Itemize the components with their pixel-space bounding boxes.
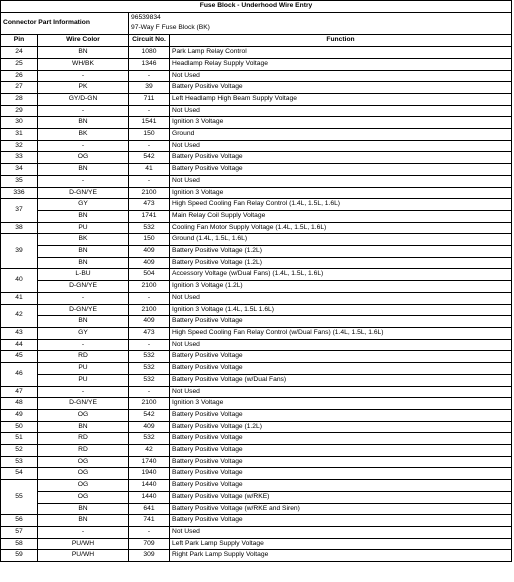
table-row [1,526,512,538]
pin-cell: 31 [1,129,38,141]
wire-color-cell: PK [38,82,129,94]
function-cell: Battery Positive Voltage [170,316,512,328]
function-cell: Not Used [170,292,512,304]
wire-color-cell: D-GN/YE [38,398,129,410]
function-cell: Battery Positive Voltage [170,409,512,421]
wire-color-cell: - [38,175,129,187]
table-row [1,164,512,176]
pin-cell: 38 [1,222,38,234]
pin-cell: 45 [1,351,38,363]
table-row [1,70,512,82]
circuit-no-cell: 711 [129,93,170,105]
circuit-no-cell: - [129,175,170,187]
circuit-no-cell: - [129,105,170,117]
pin-cell: 28 [1,93,38,105]
pin-cell: 47 [1,386,38,398]
function-cell: Ignition 3 Voltage [170,117,512,129]
wire-color-cell: D-GN/YE [38,187,129,199]
wire-color-cell: RD [38,445,129,457]
pin-cell: 40 [1,269,38,292]
circuit-no-cell: 2100 [129,281,170,293]
circuit-no-cell: 473 [129,327,170,339]
function-cell: Park Lamp Relay Control [170,47,512,59]
wire-color-cell: - [38,140,129,152]
table-row [1,351,512,363]
circuit-no-cell: 1346 [129,58,170,70]
wire-color-cell: BN [38,117,129,129]
pin-cell: 57 [1,526,38,538]
circuit-no-cell: 1440 [129,491,170,503]
wire-color-cell: D-GN/YE [38,281,129,293]
table-row [1,199,512,211]
circuit-no-cell: - [129,292,170,304]
table-row [1,58,512,70]
wire-color-cell: OG [38,152,129,164]
wire-color-cell: BN [38,503,129,515]
table-row [1,421,512,433]
wire-color-cell: - [38,339,129,351]
function-cell: Not Used [170,140,512,152]
wire-color-cell: PU [38,363,129,375]
table-row [1,47,512,59]
circuit-no-cell: 504 [129,269,170,281]
function-cell: High Speed Cooling Fan Relay Control (1.4L, 1.5L, 1.6L) [170,199,512,211]
function-cell: Battery Positive Voltage [170,445,512,457]
pin-cell: 42 [1,304,38,327]
column-header-pin: Pin [1,35,38,47]
function-cell: Battery Positive Voltage (1.2L) [170,257,512,269]
pin-cell: 30 [1,117,38,129]
pin-cell: 43 [1,327,38,339]
table-row [1,480,512,492]
table-body [1,47,512,562]
wire-color-cell: RD [38,351,129,363]
table-row [1,433,512,445]
wire-color-cell: PU [38,222,129,234]
function-cell: Battery Positive Voltage [170,164,512,176]
pin-cell: 59 [1,550,38,562]
function-cell: Battery Positive Voltage [170,456,512,468]
function-cell: Battery Positive Voltage (w/Dual Fans) [170,374,512,386]
function-cell: Battery Positive Voltage [170,515,512,527]
table-row [1,210,512,222]
function-cell: Left Headlamp High Beam Supply Voltage [170,93,512,105]
connector-part-info-label: Connector Part Information [1,12,129,34]
table-row [1,82,512,94]
function-cell: Battery Positive Voltage [170,480,512,492]
table-row [1,175,512,187]
function-cell: Battery Positive Voltage [170,433,512,445]
function-cell: Not Used [170,175,512,187]
pin-cell: 26 [1,70,38,82]
table-row [1,316,512,328]
circuit-no-cell: 641 [129,503,170,515]
table-row [1,117,512,129]
pin-cell: 50 [1,421,38,433]
circuit-no-cell: 150 [129,234,170,246]
function-cell: Ignition 3 Voltage [170,398,512,410]
table-row [1,468,512,480]
wire-color-cell: PU/WH [38,538,129,550]
table-row [1,503,512,515]
circuit-no-cell: 1080 [129,47,170,59]
wire-color-cell: GY/D-GN [38,93,129,105]
wire-color-cell: PU [38,374,129,386]
table-row [1,292,512,304]
pin-cell: 54 [1,468,38,480]
circuit-no-cell: 542 [129,152,170,164]
function-cell: High Speed Cooling Fan Relay Control (w/Dual Fans) (1.4L, 1.5L, 1.6L) [170,327,512,339]
function-cell: Battery Positive Voltage (w/RKE) [170,491,512,503]
circuit-no-cell: 409 [129,246,170,258]
function-cell: Battery Positive Voltage [170,363,512,375]
function-cell: Not Used [170,526,512,538]
wire-color-cell: GY [38,199,129,211]
part-description: 97-Way F Fuse Block (BK) [131,24,210,32]
table-row [1,105,512,117]
function-cell: Headlamp Relay Supply Voltage [170,58,512,70]
circuit-no-cell: 41 [129,164,170,176]
pin-cell: 46 [1,363,38,386]
table-row [1,445,512,457]
wire-color-cell: OG [38,480,129,492]
circuit-no-cell: 2100 [129,187,170,199]
pin-cell: 58 [1,538,38,550]
wire-color-cell: BN [38,246,129,258]
circuit-no-cell: 309 [129,550,170,562]
function-cell: Battery Positive Voltage [170,82,512,94]
table-row [1,93,512,105]
part-number: 96539834 [131,13,161,21]
function-cell: Left Park Lamp Supply Voltage [170,538,512,550]
pin-cell: 35 [1,175,38,187]
wire-color-cell: L-BU [38,269,129,281]
wire-color-cell: D-GN/YE [38,304,129,316]
pin-cell: 33 [1,152,38,164]
function-cell: Main Relay Coil Supply Voltage [170,210,512,222]
table-row [1,304,512,316]
wire-color-cell: BN [38,164,129,176]
function-cell: Not Used [170,105,512,117]
connector-part-info-value [129,12,512,34]
function-cell: Ignition 3 Voltage (1.4L, 1.5L 1.6L) [170,304,512,316]
function-cell: Cooling Fan Motor Supply Voltage (1.4L, 1.5L, 1.6L) [170,222,512,234]
pin-cell: 37 [1,199,38,222]
circuit-no-cell: 532 [129,374,170,386]
table-row [1,222,512,234]
wire-color-cell: GY [38,327,129,339]
circuit-no-cell: 542 [129,409,170,421]
pin-cell: 53 [1,456,38,468]
function-cell: Battery Positive Voltage (1.2L) [170,246,512,258]
function-cell: Ignition 3 Voltage [170,187,512,199]
circuit-no-cell: - [129,526,170,538]
pin-cell: 41 [1,292,38,304]
table-row [1,140,512,152]
wire-color-cell: OG [38,456,129,468]
circuit-no-cell: 532 [129,351,170,363]
function-cell: Not Used [170,70,512,82]
circuit-no-cell: 1741 [129,210,170,222]
wire-color-cell: BN [38,421,129,433]
wire-color-cell: BN [38,210,129,222]
pin-cell: 52 [1,445,38,457]
function-cell: Ignition 3 Voltage (1.2L) [170,281,512,293]
circuit-no-cell: 2100 [129,398,170,410]
table-row [1,129,512,141]
wire-color-cell: BN [38,515,129,527]
wire-color-cell: BN [38,47,129,59]
circuit-no-cell: 1940 [129,468,170,480]
table-row [1,398,512,410]
table-title: Fuse Block - Underhood Wire Entry [1,1,512,13]
pin-cell: 49 [1,409,38,421]
table-row [1,374,512,386]
column-header-function: Function [170,35,512,47]
table-row [1,339,512,351]
function-cell: Battery Positive Voltage [170,468,512,480]
function-cell: Right Park Lamp Supply Voltage [170,550,512,562]
circuit-no-cell: 741 [129,515,170,527]
function-cell: Not Used [170,339,512,351]
circuit-no-cell: 39 [129,82,170,94]
function-cell: Battery Positive Voltage (w/RKE and Siren) [170,503,512,515]
pin-cell: 336 [1,187,38,199]
wire-color-cell: BK [38,129,129,141]
circuit-no-cell: 42 [129,445,170,457]
wire-color-cell: OG [38,409,129,421]
circuit-no-cell: 409 [129,257,170,269]
table-row [1,234,512,246]
wire-color-cell: BN [38,257,129,269]
wire-color-cell: RD [38,433,129,445]
wire-color-cell: - [38,292,129,304]
circuit-no-cell: 532 [129,222,170,234]
circuit-no-cell: - [129,339,170,351]
table-row [1,269,512,281]
function-cell: Ground (1.4L, 1.5L, 1.6L) [170,234,512,246]
circuit-no-cell: - [129,386,170,398]
function-cell: Battery Positive Voltage [170,152,512,164]
pin-cell: 24 [1,47,38,59]
wire-color-cell: - [38,105,129,117]
circuit-no-cell: - [129,140,170,152]
function-cell: Ground [170,129,512,141]
circuit-no-cell: 2100 [129,304,170,316]
pin-cell: 34 [1,164,38,176]
pin-cell: 55 [1,480,38,515]
function-cell: Accessory Voltage (w/Dual Fans) (1.4L, 1.5L, 1.6L) [170,269,512,281]
wire-color-cell: BN [38,316,129,328]
pin-cell: 48 [1,398,38,410]
pin-cell: 56 [1,515,38,527]
wire-color-cell: BK [38,234,129,246]
circuit-no-cell: 532 [129,433,170,445]
table-row [1,257,512,269]
wire-color-cell: PU/WH [38,550,129,562]
circuit-no-cell: 409 [129,316,170,328]
circuit-no-cell: 150 [129,129,170,141]
pin-cell: 29 [1,105,38,117]
circuit-no-cell: 709 [129,538,170,550]
circuit-no-cell: 1740 [129,456,170,468]
column-header-wire-color: Wire Color [38,35,129,47]
circuit-no-cell: 409 [129,421,170,433]
wire-color-cell: - [38,386,129,398]
table-row [1,281,512,293]
table-row [1,246,512,258]
table-row [1,327,512,339]
function-cell: Not Used [170,386,512,398]
table-row [1,363,512,375]
pin-cell: 27 [1,82,38,94]
function-cell: Battery Positive Voltage (1.2L) [170,421,512,433]
circuit-no-cell: 532 [129,363,170,375]
table-row [1,550,512,562]
wire-color-cell: OG [38,468,129,480]
wire-color-cell: - [38,70,129,82]
circuit-no-cell: 1541 [129,117,170,129]
table-row [1,538,512,550]
table-row [1,386,512,398]
table-row [1,187,512,199]
function-cell: Battery Positive Voltage [170,351,512,363]
pin-cell: 44 [1,339,38,351]
table-row [1,515,512,527]
pin-cell: 39 [1,234,38,269]
table-row [1,491,512,503]
wire-color-cell: OG [38,491,129,503]
table-row [1,409,512,421]
wire-color-cell: - [38,526,129,538]
table-row [1,456,512,468]
circuit-no-cell: - [129,70,170,82]
circuit-no-cell: 473 [129,199,170,211]
circuit-no-cell: 1440 [129,480,170,492]
column-header-circuit-no: Circuit No. [129,35,170,47]
pin-cell: 25 [1,58,38,70]
pin-cell: 32 [1,140,38,152]
wire-color-cell: WH/BK [38,58,129,70]
table-row [1,152,512,164]
pin-cell: 51 [1,433,38,445]
